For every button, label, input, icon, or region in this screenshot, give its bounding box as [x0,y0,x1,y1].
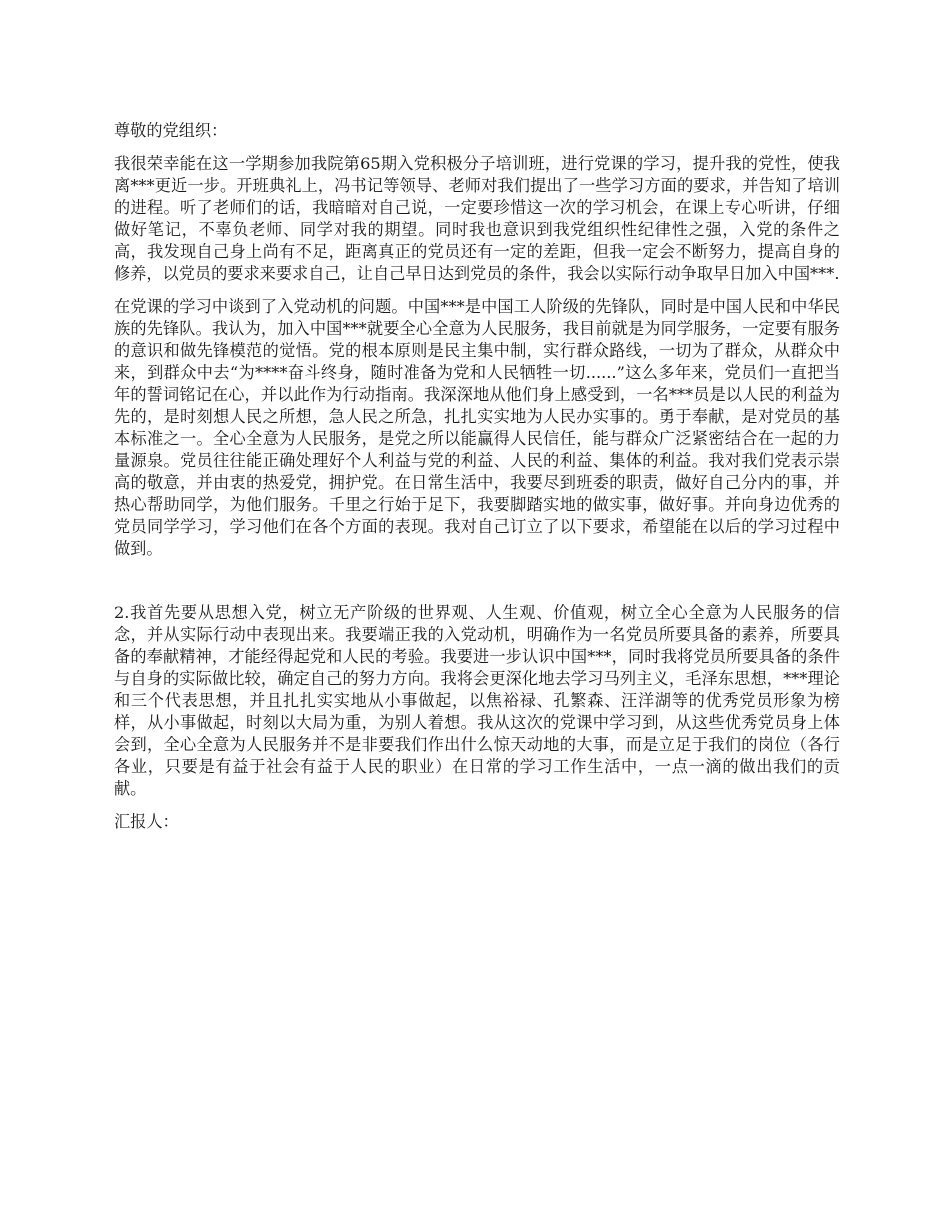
document-body [114,120,840,833]
signature-label: 汇报人： [114,812,179,831]
paragraph-3: 2.我首先要从思想入党，树立无产阶级的世界观、人生观、价值观，树立全心全意为人民服务的信念，并从实际行动中表现出来。我要端正我的入党动机，明确作为一名党员所要具备的素养，所要具备的奉献精神，才能经得起党和人民的考验。我要进一步认识中国***，同时我将党员所要具备的条件与自身的实际做比较，确定自己的努力方向。我将会更深化地去学习马列主义，毛泽东思想，***理论和三个代表思想，并且扎扎实实地从小事做起，以焦裕禄、孔繁森、汪洋湖等的优秀党员形象为榜样，从小事做起，时刻以大局为重，为别人着想。我从这次的党课中学习到，从这些优秀党员身上体会到，全心全意为人民服务并不是非要我们作出什么惊天动地的大事，而是立足于我们的岗位（各行各业，只要是有益于社会有益于人民的职业）在日常的学习工作生活中，一点一滴的做出我们的贡献。 [114,603,840,798]
paragraph-2: 在党课的学习中谈到了入党动机的问题。中国***是中国工人阶级的先锋队，同时是中国人民和中华民族的先锋队。我认为，加入中国***就要全心全意为人民服务，我目前就是为同学服务，一定要有服务的意识和做先锋模范的觉悟。党的根本原则是民主集中制，实行群众路线，一切为了群众，从群众中来，到群众中去“为****奋斗终身，随时准备为党和人民牺牲一切......”这么多年来，党员们一直把当年的誓词铭记在心，并以此作为行动指南。我深深地从他们身上感受到，一名***员是以人民的利益为先的，是时刻想人民之所想，急人民之所急，扎扎实实地为人民办实事的。勇于奉献，是对党员的基本标准之一。全心全意为人民服务，是党之所以能赢得人民信任，能与群众广泛紧密结合在一起的力量源泉。党员往往能正确处理好个人利益与党的利益、人民的利益、集体的利益。我对我们党表示崇高的敬意，并由衷的热爱党，拥护党。在日常生活中，我要尽到班委的职责，做好自己分内的事，并热心帮助同学，为他们服务。千里之行始于足下，我要脚踏实地的做实事，做好事。并向身边优秀的党员同学学习，学习他们在各个方面的表现。我对自己订立了以下要求，希望能在以后的学习过程中做到。 [114,297,840,558]
paragraph-1: 我很荣幸能在这一学期参加我院第65期入党积极分子培训班，进行党课的学习，提升我的党性，使我离***更近一步。开班典礼上，冯书记等领导、老师对我们提出了一些学习方面的要求，并告知了培训的进程。听了老师们的话，我暗暗对自己说，一定要珍惜这一次的学习机会，在课上专心听讲，仔细做好笔记，不辜负老师、同学对我的期望。同时我也意识到我党组织性纪律性之强，入党的条件之高，我发现自己身上尚有不足，距离真正的党员还有一定的差距，但我一定会不断努力，提高自身的修养，以党员的要求来要求自己，让自己早日达到党员的条件，我会以实际行动争取早日加入中国***. [114,154,840,283]
salutation: 尊敬的党组织： [114,121,228,140]
